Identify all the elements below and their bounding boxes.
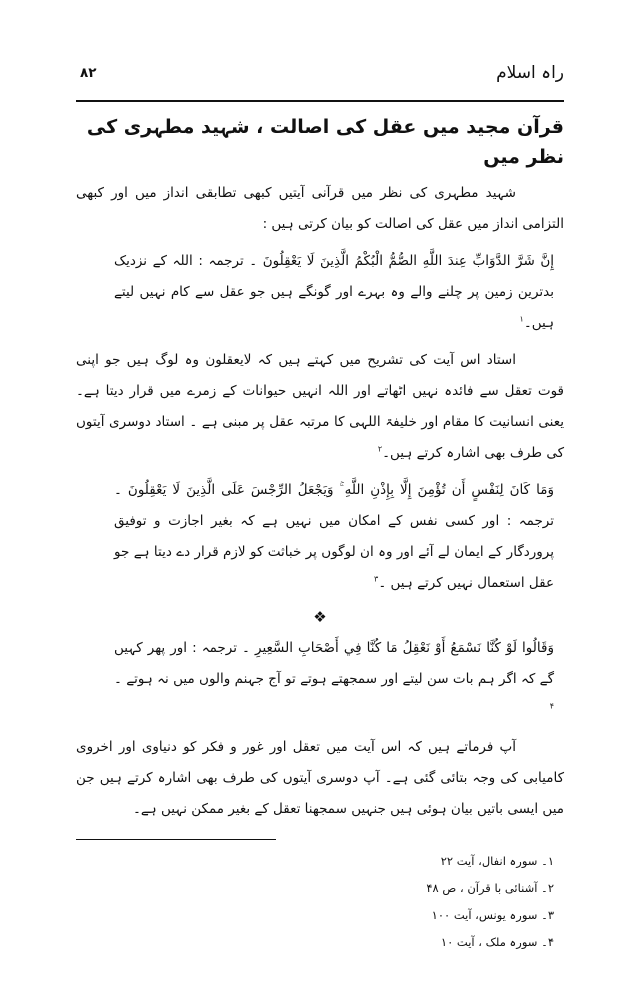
footnote-ref: ۳ xyxy=(374,574,379,583)
ayah-block xyxy=(114,246,554,339)
ayah-translation: عقل استعمال نہیں کرتے ہیں ۔ xyxy=(378,574,554,591)
ayah-line: توفیق پروردگار کے ایمان لے آئے اور وہ ان لوگوں پر خباثت کو لازم قرار دے دیتا ہے جو xyxy=(114,512,554,560)
paragraph xyxy=(76,732,564,825)
footnote-ref: ۴ xyxy=(549,701,554,710)
paragraph-line: استاد اس آیت کی تشریح میں کہتے ہیں کہ لایعقلون وہ لوگ ہیں جو اپنی قوت تعقل سے فائدہ نہیں xyxy=(76,351,564,399)
ayah-translation: کہیں گے کہ اگر ہم بات سن لیتے اور سمجھتے ہوتے تو آج جہنم والوں میں نہ ہوتے ۔ xyxy=(114,639,554,687)
paragraph-line: بغیر ممکن نہیں ہے۔ xyxy=(132,800,251,817)
paragraph xyxy=(76,178,564,240)
paragraph-line: اٹھاتے اور اللہ انہیں حیوانات کے زمرے میں قرار دیتا ہے۔ یعنی انسانیت کا مقام اور خلیفۃ اللہی کا مرتبہ عقل xyxy=(76,382,565,430)
ayah-line: إِنَّ شَرَّ الدَّوَابِّ عِندَ اللَّهِ الصُّمُّ الْبُكْمُ الَّذِينَ لَا يَعْقِلُونَ ۔ ترجمہ : اللہ xyxy=(172,252,555,269)
footnote-rule xyxy=(76,839,276,840)
ayah-translation: کے نزدیک بدترین زمین پر چلنے والے وہ بہرے اور گونگے ہیں جو عقل سے کام نہیں لیتے ہیں۔ xyxy=(114,252,554,331)
running-title: راہ اسلام xyxy=(496,63,564,83)
header-rule xyxy=(76,100,564,102)
footnote-ref: ۲ xyxy=(377,444,383,453)
section-title: قرآن مجید میں عقل کی اصالت ، شہید مطہری کی نظر میں xyxy=(86,115,564,168)
paragraph xyxy=(76,345,564,469)
footnote: ۲۔ آشنائی با قرآن ، ص ۴۸ xyxy=(426,880,554,895)
ayah-line: الَّذِينَ لَا يَعْقِلُونَ ۔ ترجمہ : اور کسی نفس کے امکان میں نہیں ہے کہ بغیر اجازت و xyxy=(114,481,555,529)
paragraph-line: اصالت کو بیان کرتی ہیں : xyxy=(262,215,412,232)
page xyxy=(76,0,564,986)
ayah-line: وَمَا كَانَ لِنَفْسٍ أَن تُؤْمِنَ إِلَّا بِإِذْنِ اللَّهِ ۚ وَيَجْعَلُ الرِّجْسَ عَلَى xyxy=(221,481,554,498)
page-header xyxy=(76,60,564,100)
page-number: ۸۲ xyxy=(80,65,97,81)
footnote: ۱۔ سورہ انفال، آیت ۲۲ xyxy=(440,853,554,868)
paragraph-line: آپ فرماتے ہیں کہ اس آیت میں تعقل اور غور و فکر کو دنیاوی اور اخروی کامیابی کی وجہ بتائی گئی ہے۔ xyxy=(76,738,564,786)
footnote-ref: ۱ xyxy=(519,314,524,323)
paragraph-line: آپ دوسری آیتوں کی طرف بھی اشارہ کرتے ہیں جن میں ایسی باتیں بیان ہوئی ہیں جنہیں سمجھنا تعقل کے xyxy=(76,769,564,817)
paragraph-line: پر مبنی ہے ۔ استاد دوسری آیتوں کی طرف بھی اشارہ کرتے ہیں۔ xyxy=(76,413,564,461)
ayah-line: وَقَالُوا لَوْ كُنَّا نَسْمَعُ أَوْ نَعْقِلُ مَا كُنَّا فِي أَصْحَابِ السَّعِيرِ ۔ ترجمہ : اور پھر xyxy=(147,639,554,656)
footnote: ۳۔ سورہ یونس، آیت ۱۰۰ xyxy=(431,907,554,922)
paragraph-line: شہید مطہری کی نظر میں قرآنی آیتیں کبھی تطابقی انداز میں اور کبھی التزامی انداز میں عقل کی xyxy=(76,184,564,232)
footnotes xyxy=(76,848,554,956)
ayah-block xyxy=(114,633,554,726)
ayah-block xyxy=(114,475,554,599)
footnote: ۴۔ سورہ ملک ، آیت ۱۰ xyxy=(440,934,554,949)
ornament: ❖ xyxy=(313,607,327,626)
